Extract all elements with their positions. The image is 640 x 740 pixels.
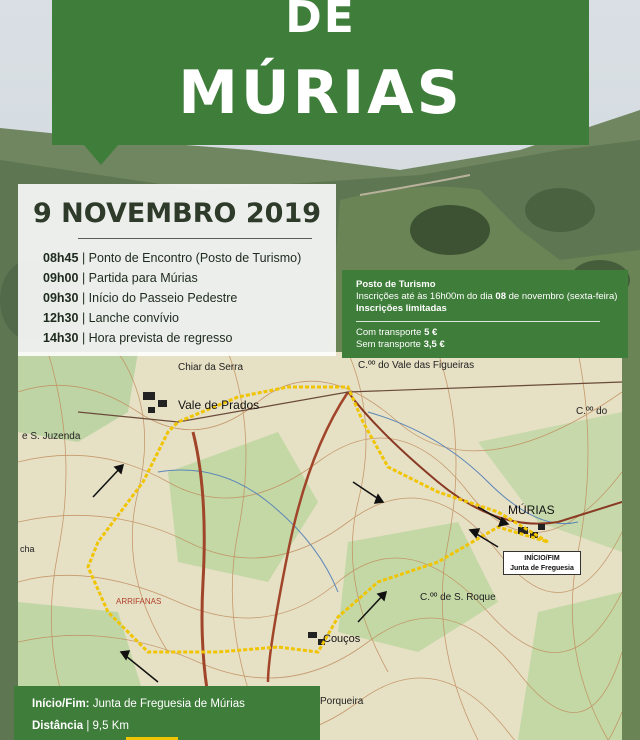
map-label-chiar: Chiar da Serra: [178, 362, 244, 373]
start-end-value: Junta de Freguesia de Múrias: [92, 698, 245, 710]
schedule-list: [43, 248, 301, 348]
map-label-s-juzenda: e S. Juzenda: [22, 431, 81, 442]
map-label-coucos: Couços: [323, 633, 361, 645]
map-label-vale-figueiras: C.ºº do Vale das Figueiras: [358, 360, 475, 371]
price-value: 5 €: [424, 327, 438, 338]
date-divider: [78, 238, 312, 239]
start-end-marker: [503, 551, 581, 575]
distance-label: Distância: [32, 720, 84, 732]
title-line-1: DE: [285, 0, 356, 43]
start-marker-subtitle: Junta de Freguesia: [510, 565, 574, 572]
map-label-cdo: C.ºº do: [576, 406, 608, 417]
schedule-time: 09h30: [43, 291, 79, 305]
event-date: 9 NOVEMBRO 2019: [32, 198, 322, 229]
registration-info: [342, 270, 628, 358]
map-label-cha: cha: [20, 544, 35, 554]
schedule-text: | Lanche convívio: [81, 311, 179, 325]
title-banner: [52, 0, 589, 145]
map-label-sroque: C.ºº de S. Roque: [420, 592, 496, 603]
route-details: [14, 686, 320, 740]
registration-limited: Inscrições limitadas: [356, 303, 447, 314]
map-label-arrifanas: ARRIFANAS: [116, 597, 162, 606]
schedule-item: [43, 248, 301, 268]
schedule-item: [43, 308, 301, 328]
start-end-row: [32, 696, 302, 718]
schedule-time: 12h30: [43, 311, 79, 325]
distance-value: | 9,5 Km: [86, 720, 129, 732]
schedule-item: [43, 268, 301, 288]
schedule-panel: [18, 184, 336, 356]
price-label: Sem transporte: [356, 339, 424, 350]
schedule-time: 14h30: [43, 331, 79, 345]
map-label-porqueira: Porqueira: [320, 696, 364, 707]
schedule-text: | Ponto de Encontro (Posto de Turismo): [81, 251, 302, 265]
info-divider: [356, 321, 600, 322]
registration-post: de novembro (sexta-feira): [506, 291, 618, 302]
registration-deadline: [356, 291, 618, 303]
banner-pointer: [84, 145, 118, 165]
registration-date: 08: [495, 291, 506, 302]
map-label-murias: MÚRIAS: [508, 503, 555, 517]
start-marker-title: INÍCIO/FIM: [524, 555, 560, 562]
start-end-label: Início/Fim:: [32, 698, 90, 710]
price-without-transport: [356, 339, 614, 351]
schedule-text: | Partida para Múrias: [81, 271, 198, 285]
schedule-time: 09h00: [43, 271, 79, 285]
registration-pre: Inscrições até às 16h00m do dia: [356, 291, 496, 302]
price-with-transport: [356, 327, 614, 339]
schedule-item: [43, 288, 301, 308]
schedule-text: | Início do Passeio Pedestre: [81, 291, 238, 305]
route-map: [18, 352, 622, 740]
price-value: 3,5 €: [423, 339, 445, 350]
schedule-time: 08h45: [43, 251, 79, 265]
schedule-item: [43, 328, 301, 348]
map-label-vale-prados: Vale de Prados: [178, 398, 260, 412]
info-heading: Posto de Turismo: [356, 279, 436, 290]
price-label: Com transporte: [356, 327, 425, 338]
title-line-2: MÚRIAS: [178, 58, 463, 128]
schedule-text: | Hora prevista de regresso: [81, 331, 233, 345]
